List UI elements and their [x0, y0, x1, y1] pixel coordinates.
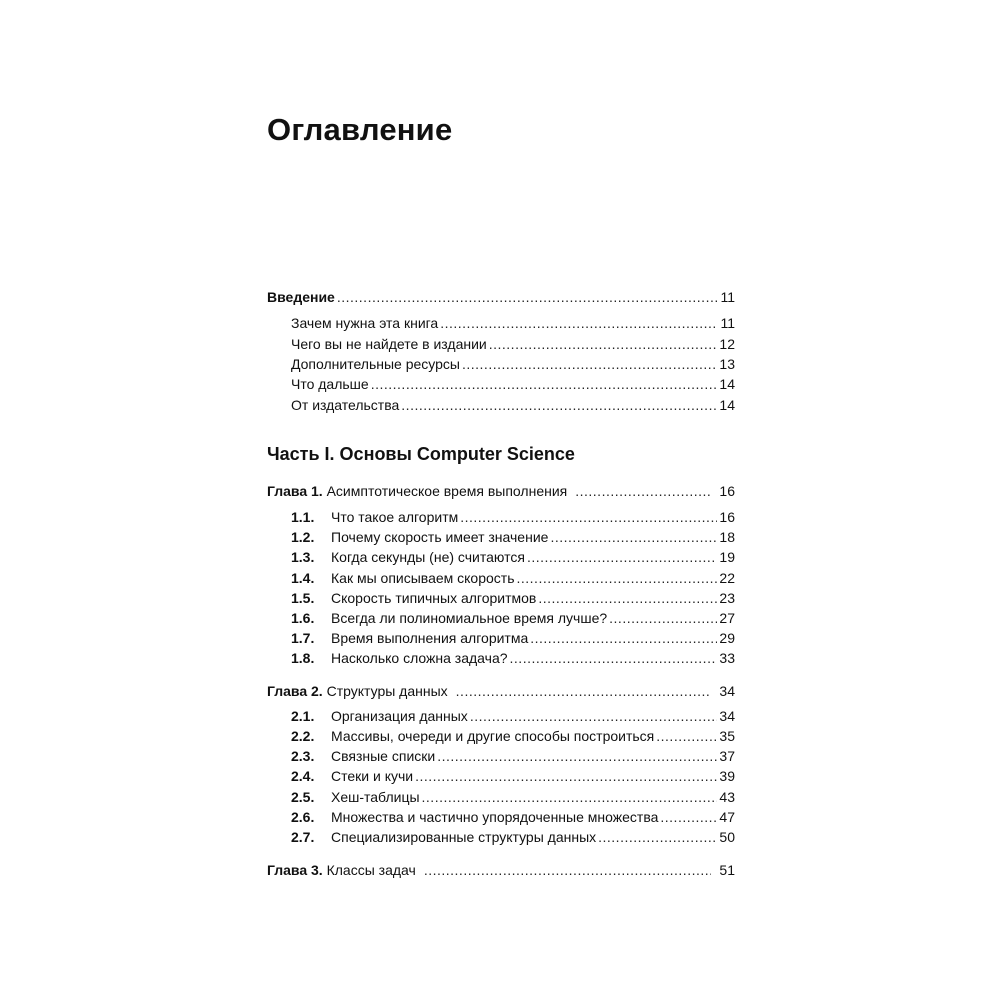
section-number: 1.5.: [291, 590, 315, 606]
page-number: 11: [720, 315, 735, 331]
page-number: 27: [719, 610, 735, 626]
toc-section: [291, 827, 735, 847]
dot-leader: [460, 507, 717, 527]
page-number: 19: [719, 549, 735, 565]
section-title: Почему скорость имеет значение: [331, 529, 549, 545]
page-number: 29: [719, 630, 735, 646]
dot-leader: [456, 681, 712, 701]
section-title: Что такое алгоритм: [331, 509, 459, 525]
page-number: 11: [720, 289, 735, 305]
dot-leader: [527, 547, 717, 567]
dot-leader: [660, 807, 717, 827]
section-number: 1.6.: [291, 610, 315, 626]
toc-intro-item: [291, 313, 735, 333]
toc-section: [291, 726, 735, 746]
toc-section: [291, 766, 735, 786]
toc-section: [291, 527, 735, 547]
dot-leader: [415, 766, 717, 786]
section-number: 1.1.: [291, 509, 315, 525]
section-number: 2.7.: [291, 829, 315, 845]
dot-leader: [440, 313, 718, 333]
dot-leader: [550, 527, 717, 547]
section-title: Насколько сложна задача?: [331, 650, 508, 666]
page-number: 50: [719, 829, 735, 845]
dot-leader: [437, 746, 717, 766]
dot-leader: [422, 787, 718, 807]
toc-section: [291, 507, 735, 527]
page-title: Оглавление: [267, 112, 453, 147]
page-number: 51: [719, 862, 735, 878]
toc-intro-item: [291, 395, 735, 415]
page-number: 13: [719, 356, 735, 372]
dot-leader: [489, 334, 718, 354]
toc-intro: [267, 287, 735, 307]
chapter-label: Глава 1.: [267, 483, 323, 499]
section-title: Время выполнения алгоритма: [331, 630, 529, 646]
section-title: Множества и частично упорядоченные множества: [331, 809, 659, 825]
page-number: 14: [719, 376, 735, 392]
dot-leader: [656, 726, 717, 746]
page-number: 33: [719, 650, 735, 666]
page-number: 39: [719, 768, 735, 784]
dot-leader: [371, 374, 718, 394]
dot-leader: [517, 568, 718, 588]
page-number: 12: [719, 336, 735, 352]
dot-leader: [609, 608, 717, 628]
item-title: Что дальше: [291, 376, 369, 392]
section-number: 1.7.: [291, 630, 315, 646]
dot-leader: [510, 648, 718, 668]
page-number: 14: [719, 397, 735, 413]
chapter-label: Глава 3.: [267, 862, 323, 878]
dot-leader: [424, 860, 712, 880]
chapter-title: Классы задач: [326, 862, 416, 878]
toc-section: [291, 706, 735, 726]
section-title: Как мы описываем скорость: [331, 570, 515, 586]
section-number: 1.4.: [291, 570, 315, 586]
page-number: 18: [719, 529, 735, 545]
dot-leader: [575, 481, 711, 501]
section-number: 2.5.: [291, 789, 315, 805]
page-number: 43: [719, 789, 735, 805]
item-title: Чего вы не найдете в издании: [291, 336, 487, 352]
toc-section: [291, 807, 735, 827]
toc-chapter: [267, 860, 735, 880]
dot-leader: [598, 827, 717, 847]
part-title: Часть I. Основы Computer Science: [267, 444, 575, 464]
dot-leader: [470, 706, 718, 726]
toc-intro-item: [291, 334, 735, 354]
page-number: 22: [719, 570, 735, 586]
chapter-label: Глава 2.: [267, 683, 323, 699]
section-title: Скорость типичных алгоритмов: [331, 590, 537, 606]
page-number: 34: [719, 683, 735, 699]
toc-chapter: [267, 681, 735, 701]
section-title: Связные списки: [331, 748, 436, 764]
toc-intro-item: [291, 374, 735, 394]
toc-section: [291, 547, 735, 567]
section-number: 1.2.: [291, 529, 315, 545]
toc-section: [291, 746, 735, 766]
dot-leader: [337, 287, 719, 307]
item-title: Зачем нужна эта книга: [291, 315, 439, 331]
dot-leader: [530, 628, 717, 648]
chapter-title: Структуры данных: [326, 683, 448, 699]
page-number: 37: [719, 748, 735, 764]
section-title: Хеш-таблицы: [331, 789, 420, 805]
toc-chapter: [267, 481, 735, 501]
section-number: 2.3.: [291, 748, 315, 764]
toc-section: [291, 648, 735, 668]
section-number: 2.1.: [291, 708, 315, 724]
section-number: 1.8.: [291, 650, 315, 666]
toc-section: [291, 787, 735, 807]
intro-label: Введение: [267, 289, 335, 305]
page-number: 47: [719, 809, 735, 825]
chapter-title: Асимптотическое время выполнения: [326, 483, 568, 499]
toc-intro-item: [291, 354, 735, 374]
dot-leader: [538, 588, 717, 608]
section-title: Стеки и кучи: [331, 768, 414, 784]
dot-leader: [462, 354, 717, 374]
section-number: 2.6.: [291, 809, 315, 825]
toc-section: [291, 608, 735, 628]
page-number: 35: [719, 728, 735, 744]
dot-leader: [401, 395, 717, 415]
toc-section: [291, 568, 735, 588]
item-title: От издательства: [291, 397, 400, 413]
page-number: 16: [719, 483, 735, 499]
section-number: 2.2.: [291, 728, 315, 744]
page-number: 23: [719, 590, 735, 606]
section-number: 1.3.: [291, 549, 315, 565]
page-number: 16: [719, 509, 735, 525]
section-title: Когда секунды (не) считаются: [331, 549, 525, 565]
page-number: 34: [719, 708, 735, 724]
section-title: Всегда ли полиномиальное время лучше?: [331, 610, 608, 626]
section-title: Массивы, очереди и другие способы построиться: [331, 728, 655, 744]
toc-section: [291, 628, 735, 648]
toc-section: [291, 588, 735, 608]
section-title: Организация данных: [331, 708, 468, 724]
section-title: Специализированные структуры данных: [331, 829, 597, 845]
item-title: Дополнительные ресурсы: [291, 356, 460, 372]
section-number: 2.4.: [291, 768, 315, 784]
